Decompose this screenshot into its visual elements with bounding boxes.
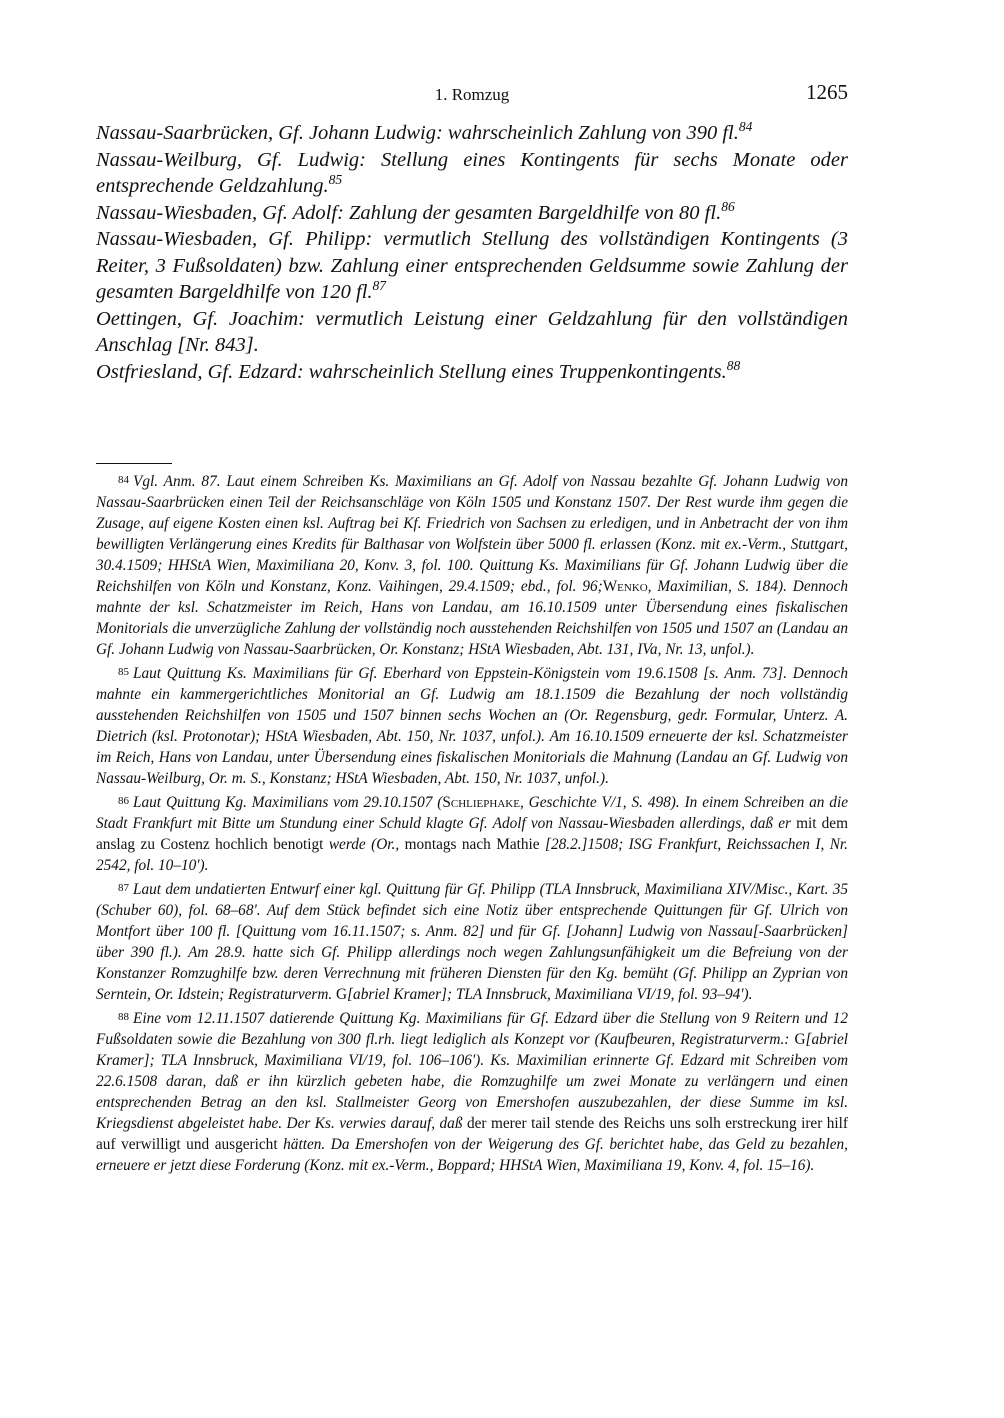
footnote-text: Eine vom 12.11.1507 datierende Quittung Kg. Maximilians für Gf. Edzard über die Stellung von 9 Reitern und 12 Fußsoldaten sowie die Bezahlung von 300 fl.rh. liegt lediglich als Konzept vor (Kaufbeuren, Registraturverm.: <box>96 1010 848 1048</box>
entry-oettingen <box>96 306 848 359</box>
source-quote: montags nach Mathie <box>399 836 546 853</box>
author-name: Wenko <box>602 578 648 595</box>
footnote-text: [28.2.]1508; ISG Frankfurt, Reichssachen I, Nr. 2542, fol. 10–10'). <box>96 836 848 874</box>
footnote-number: 86 <box>118 795 129 807</box>
entry-text: Nassau-Saarbrücken, Gf. Johann Ludwig: wahrscheinlich Zahlung von 390 fl. <box>96 122 739 144</box>
footnote-84 <box>96 470 848 660</box>
footnote-87 <box>96 878 848 1005</box>
footnotes <box>96 470 848 1178</box>
footnote-ref: 87 <box>372 278 387 294</box>
author-name: Schliephake <box>442 794 520 811</box>
footnote-number: 84 <box>118 474 129 486</box>
footnote-text: Laut Quittung Ks. Maximilians für Gf. Eberhard von Eppstein-Königstein vom 19.6.1508 [s. Anm. 73]. Dennoch mahnte ein kammergerichtliches Monitorial an Gf. Ludwig am 18.1.1509 die Bezahlung der noch vollständig ausstehenden Reichshilfen von 1505 und 1507 binnen sechs Wochen an (Or. Regensburg, gedr. Formular, Unterz. A. Dietrich (ksl. Protonotar); HStA Wiesbaden, Abt. 150, Nr. 1037, unfol.). Am 16.10.1509 erneuerte der ksl. Schatzmeister im Reich, Hans von Landau, unter Übersendung eines fiskalischen Monitorials die Mahnung (Landau an Gf. Ludwig von Nassau-Weilburg, Or. m. S., Konstanz; HStA Wiesbaden, Abt. 150, Nr. 1037, unfol.). <box>96 665 848 787</box>
source-quote: der merer tail stende des Reichs uns solh erstreckung irer hilf auf verwilligt und ausgericht <box>96 1115 849 1153</box>
footnote-text: [abriel Kramer]; TLA Innsbruck, Maximiliana VI/19, fol. 93–94'). <box>347 986 753 1003</box>
footnote-number: 88 <box>118 1011 129 1023</box>
page-number: 1265 <box>806 80 848 104</box>
running-title: 1. Romzug <box>434 85 510 104</box>
footnote-divider <box>96 463 172 464</box>
entry-nassau-weilburg <box>96 147 848 200</box>
footnote-text: hätten. Da Emershofen von der Weigerung des Gf. berichtet habe, das Geld zu bezahlen, erneuere er jetzt diese Forderung (Konz. mit ex.-Verm., Boppard; HHStA Wien, Maximiliana 19, Konv. 4, fol. 15–16). <box>96 1136 848 1174</box>
entry-text: Nassau-Wiesbaden, Gf. Philipp: vermutlich Stellung des vollständigen Kontingents (3 Reiter, 3 Fußsoldaten) bzw. Zahlung einer entsprechenden Geldsumme sowie Zahlung der gesamten Bargeldhilfe von 120 fl. <box>96 228 848 303</box>
footnote-ref: 88 <box>726 357 741 373</box>
entry-nassau-wiesbaden-adolf <box>96 200 848 227</box>
entry-nassau-wiesbaden-philipp <box>96 226 848 306</box>
entry-ostfriesland <box>96 359 848 386</box>
footnote-number: 85 <box>118 666 129 678</box>
footnote-text: werde (Or., <box>328 836 400 853</box>
initial-letter: G <box>794 1031 806 1048</box>
entry-text: Ostfriesland, Gf. Edzard: wahrscheinlich Stellung eines Truppenkontingents. <box>96 360 727 383</box>
footnote-text: Laut Quittung Kg. Maximilians vom 29.10.1507 ( <box>133 794 443 811</box>
entry-text: Nassau-Weilburg, Gf. Ludwig: Stellung eines Kontingents für sechs Monate oder entsprechende Geldzahlung. <box>96 148 848 197</box>
footnote-85 <box>96 662 848 789</box>
footnote-ref: 86 <box>721 198 735 214</box>
footnote-ref: 85 <box>328 172 343 188</box>
source-quote: mit dem anslag zu Costenz hochlich benotigt <box>96 815 848 853</box>
initial-letter: G <box>336 986 348 1003</box>
footnote-88 <box>96 1007 848 1176</box>
entry-list <box>96 120 848 385</box>
footnote-text: Laut dem undatierten Entwurf einer kgl. Quittung für Gf. Philipp (TLA Innsbruck, Maximiliana XIV/Misc., Kart. 35 (Schuber 60), fol. 68–68'. Auf dem Stück befindet sich eine Notiz über entsprechende Quittungen für Gf. Ulrich von Montfort über 100 fl. [Quittung vom 16.11.1507; s. Anm. 82] und für Gf. [Johann] Ludwig von Nassau[-Saarbrücken] über 390 fl.). Am 28.9. hatte sich Gf. Philipp allerdings noch wegen Zahlungsunfähigkeit um die Befreiung von der Konstanzer Romzughilfe bzw. deren Verrechnung mit früheren Diensten für den Kg. bemüht (Gf. Philipp an Zyprian von Serntein, Or. Idstein; Registraturverm. <box>96 881 848 1003</box>
footnote-text: , Geschichte V/1, S. 498). In einem Schreiben an die Stadt Frankfurt mit Bitte um Stundung einer Schuld klagte Gf. Adolf von Nassau-Wiesbaden allerdings, daß er <box>96 794 848 832</box>
footnote-text: [abriel Kramer]; TLA Innsbruck, Maximiliana VI/19, fol. 106–106'). Ks. Maximilian erinnerte Gf. Edzard mit Schreiben vom 22.6.1508 daran, daß er ihn kürzlich gebeten habe, die Romzughilfe um zwei Monate zu verlängern und einen entsprechenden Betrag an den ksl. Stallmeister Georg von Emershofen auszubezahlen, der diese Summe im ksl. Kriegsdienst abgeleistet habe. Der Ks. verwies darauf, daß <box>96 1031 848 1132</box>
footnote-number: 87 <box>118 882 129 894</box>
entry-text: Nassau-Wiesbaden, Gf. Adolf: Zahlung der gesamten Bargeldhilfe von 80 fl. <box>96 201 722 224</box>
footnote-text: Vgl. Anm. 87. Laut einem Schreiben Ks. Maximilians an Gf. Adolf von Nassau bezahlte Gf. Johann Ludwig von Nassau-Saarbrücken einen Teil der Reichsanschläge von Köln 1505 und Konstanz 1507. Der Rest wurde ihm gegen die Zusage, auf eigene Kosten einen ksl. Auftrag bei Kf. Friedrich von Sachsen zu erledigen, und in Anbetracht der von ihm bewilligten Verlängerung eines Kredits für Balthasar von Wolfstein über 5000 fl. erlassen (Konz. mit ex.-Verm., Stuttgart, 30.4.1509; HHStA Wien, Maximiliana 20, Konv. 3, fol. 100. Quittung Ks. Maximilians für Gf. Johann Ludwig über die Reichshilfen von Köln und Konstanz, Konz. Vaihingen, 29.4.1509; ebd., fol. 96; <box>96 473 848 595</box>
page-header <box>96 80 848 110</box>
entry-text: Oettingen, Gf. Joachim: vermutlich Leistung einer Geldzahlung für den vollständigen Anschlag [Nr. 843]. <box>96 307 848 356</box>
footnote-ref: 84 <box>738 119 753 135</box>
footnote-86 <box>96 791 848 876</box>
entry-nassau-saarbruecken <box>96 120 848 147</box>
footnote-text: , Maximilian, S. 184). Dennoch mahnte der ksl. Schatzmeister im Reich, Hans von Landau, am 16.10.1509 unter Übersendung eines fiskalischen Monitorials die unverzügliche Zahlung der vollständig noch ausstehenden Reichshilfen von 1505 und 1507 an (Landau an Gf. Johann Ludwig von Nassau-Saarbrücken, Or. Konstanz; HStA Wiesbaden, Abt. 131, IVa, Nr. 13, unfol.). <box>96 578 848 658</box>
